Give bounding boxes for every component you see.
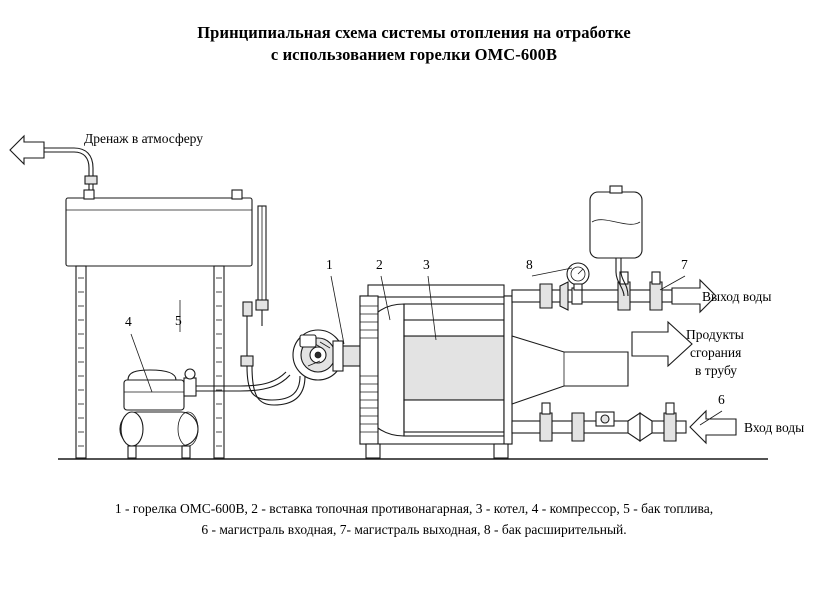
boiler-lower-chamber [404,400,504,432]
outlet-valve-3-stem [652,272,660,284]
boiler-front-plate [360,296,378,444]
expansion-tank-group [590,186,642,296]
inlet-control-knob [601,415,609,423]
leader-8 [532,268,572,276]
flue-transition [512,336,628,404]
boiler-upper-chamber [404,320,504,336]
water-in-arrow [690,411,736,443]
boiler-group [360,285,512,458]
burner-group [293,330,362,380]
compressor-leg-right [182,446,190,458]
fuel-outlet-valve [243,302,252,316]
outlet-pipe [512,290,672,302]
burner-flange [333,341,343,371]
air-hose-to-burner-2 [196,375,290,391]
callout-7: 7 [681,257,688,272]
label-drain: Дренаж в атмосферу [84,131,204,146]
leader-1 [331,276,344,344]
inlet-valve-2-stem [666,403,674,414]
compressor-receiver-cap-left [121,412,143,446]
label-water-in: Вход воды [744,420,805,435]
drain-coupling [85,176,97,184]
compressor-motor [124,380,184,410]
compressor-leg-left [128,446,136,458]
compressor-group [120,369,290,458]
combustion-insert [378,304,404,436]
expansion-tank-cap [610,186,622,193]
inlet-check-valve-right [640,413,652,441]
fuel-tank-fill-fitting [232,190,242,199]
inlet-valve-1-stem [542,403,550,414]
boiler-foot-left [366,444,380,458]
page-title-line2: с использованием горелки ОМС-600В [270,45,558,64]
boiler-heat-exchanger [404,336,504,400]
compressor-regulator [184,378,196,396]
outlet-valve-3 [650,282,662,310]
inlet-check-valve-left [628,413,640,441]
flue-group [512,322,692,404]
boiler-rear-panel [504,296,512,444]
circulation-pump-body [572,413,584,441]
figure-caption-line2: 6 - магистраль входная, 7- магистраль выходная, 8 - бак расширительный. [201,522,627,537]
figure-caption [0,498,828,540]
fuel-tank-vent-fitting [84,190,94,199]
figure-caption-line1: 1 - горелка ОМС-600В, 2 - вставка топочная противонагарная, 3 - котел, 4 - компрессор, 5 - бак топлива, [114,501,714,516]
fuel-line-coupling [241,356,253,366]
fuel-gauge-valve [256,300,268,310]
compressor-motor-cover [128,370,176,380]
pressure-gauge-stem [574,284,582,290]
callout-4: 4 [125,314,132,329]
label-flue-line1: Продукты [686,327,744,342]
boiler-foot-right [494,444,508,458]
expansion-tank-body [590,192,642,258]
label-flue-line3: в трубу [695,363,738,378]
burner-motor-box [300,335,316,347]
inlet-valve-1 [540,413,552,441]
air-hose-to-burner [196,372,286,386]
outlet-check-valve [560,282,568,310]
drain-arrow [10,136,44,164]
page-title-line1: Принципиальная схема системы отопления на отработке [197,23,631,42]
inlet-valve-2 [664,413,676,441]
label-water-out: Выход воды [702,289,772,304]
callout-5: 5 [175,313,182,328]
flue-arrow [632,322,692,366]
compressor-gauge [185,369,195,379]
drain-pipe [44,152,89,190]
callout-1: 1 [326,257,333,272]
outlet-valve-1 [540,284,552,308]
fuel-tank-body [66,198,252,266]
callout-8: 8 [526,257,533,272]
boiler-top-hood [368,285,504,297]
callout-2: 2 [376,257,383,272]
burner-fan-center [315,352,321,358]
fuel-hose-to-burner [247,366,300,400]
callout-3: 3 [423,257,430,272]
label-flue-line2: сгорания [690,345,742,360]
callout-6: 6 [718,392,725,407]
